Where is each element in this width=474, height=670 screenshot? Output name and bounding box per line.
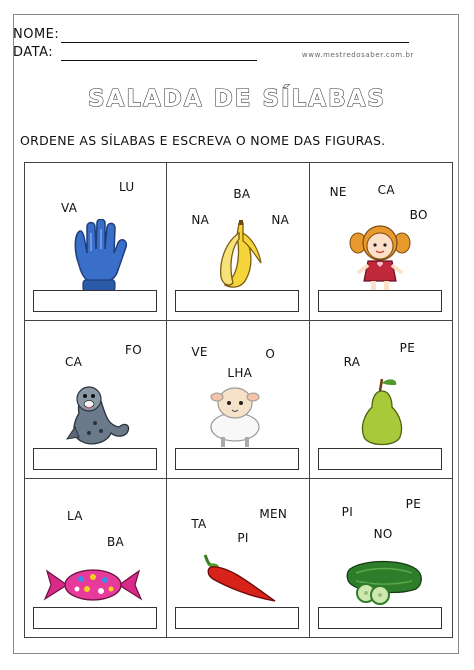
syllable: LA: [67, 509, 83, 523]
answer-box[interactable]: [318, 448, 442, 470]
card-pear: [310, 321, 452, 479]
glove-icon: [65, 219, 131, 295]
answer-box[interactable]: [175, 448, 299, 470]
syllable: PE: [405, 497, 422, 511]
syllable: VA: [61, 201, 78, 215]
syllable: NO: [373, 527, 393, 541]
answer-box[interactable]: [33, 290, 157, 312]
date-line[interactable]: [61, 60, 257, 61]
card-doll: [310, 163, 452, 321]
banana-icon: [215, 219, 267, 291]
answer-box[interactable]: [175, 290, 299, 312]
sheep-icon: [205, 383, 265, 449]
syllable: NA: [271, 213, 290, 227]
syllable: PE: [399, 341, 416, 355]
syllable: BO: [409, 208, 428, 222]
date-label: DATA:: [13, 45, 54, 60]
website-url: www.mestredosaber.com.br: [301, 51, 414, 59]
syllable: NE: [329, 185, 347, 199]
card-pepper: [167, 479, 309, 637]
card-glove: [25, 163, 167, 321]
syllable: LHA: [227, 366, 253, 380]
syllable: CA: [377, 183, 395, 197]
card-banana: [167, 163, 309, 321]
pepper-icon: [197, 551, 281, 605]
card-candy: [25, 479, 167, 637]
answer-box[interactable]: [175, 607, 299, 629]
syllable: MEN: [259, 507, 288, 521]
card-grid: [24, 162, 453, 638]
seal-icon: [61, 377, 133, 449]
card-cucumber: [310, 479, 452, 637]
answer-box[interactable]: [33, 448, 157, 470]
syllable: RA: [343, 355, 361, 369]
pear-icon: [358, 377, 406, 449]
syllable: PI: [341, 505, 354, 519]
answer-box[interactable]: [318, 607, 442, 629]
card-seal: [25, 321, 167, 479]
syllable: VE: [191, 345, 208, 359]
syllable: TA: [191, 517, 207, 531]
answer-box[interactable]: [318, 290, 442, 312]
syllable: BA: [107, 535, 125, 549]
answer-box[interactable]: [33, 607, 157, 629]
syllable: O: [265, 347, 276, 361]
cucumber-icon: [344, 555, 424, 607]
doll-icon: [348, 221, 412, 293]
syllable: BA: [233, 187, 251, 201]
instruction-text: ORDENE AS SÍLABAS E ESCREVA O NOME DAS FIGURAS.: [20, 133, 386, 148]
card-sheep: [167, 321, 309, 479]
syllable: LU: [119, 180, 135, 194]
syllable: PI: [237, 531, 249, 545]
page-title: SALADA DE SÍLABAS: [87, 86, 386, 112]
syllable: CA: [65, 355, 83, 369]
candy-icon: [43, 565, 143, 605]
name-label: NOME:: [13, 27, 60, 42]
name-line[interactable]: [61, 42, 409, 43]
syllable: FO: [125, 343, 142, 357]
syllable: NA: [191, 213, 210, 227]
